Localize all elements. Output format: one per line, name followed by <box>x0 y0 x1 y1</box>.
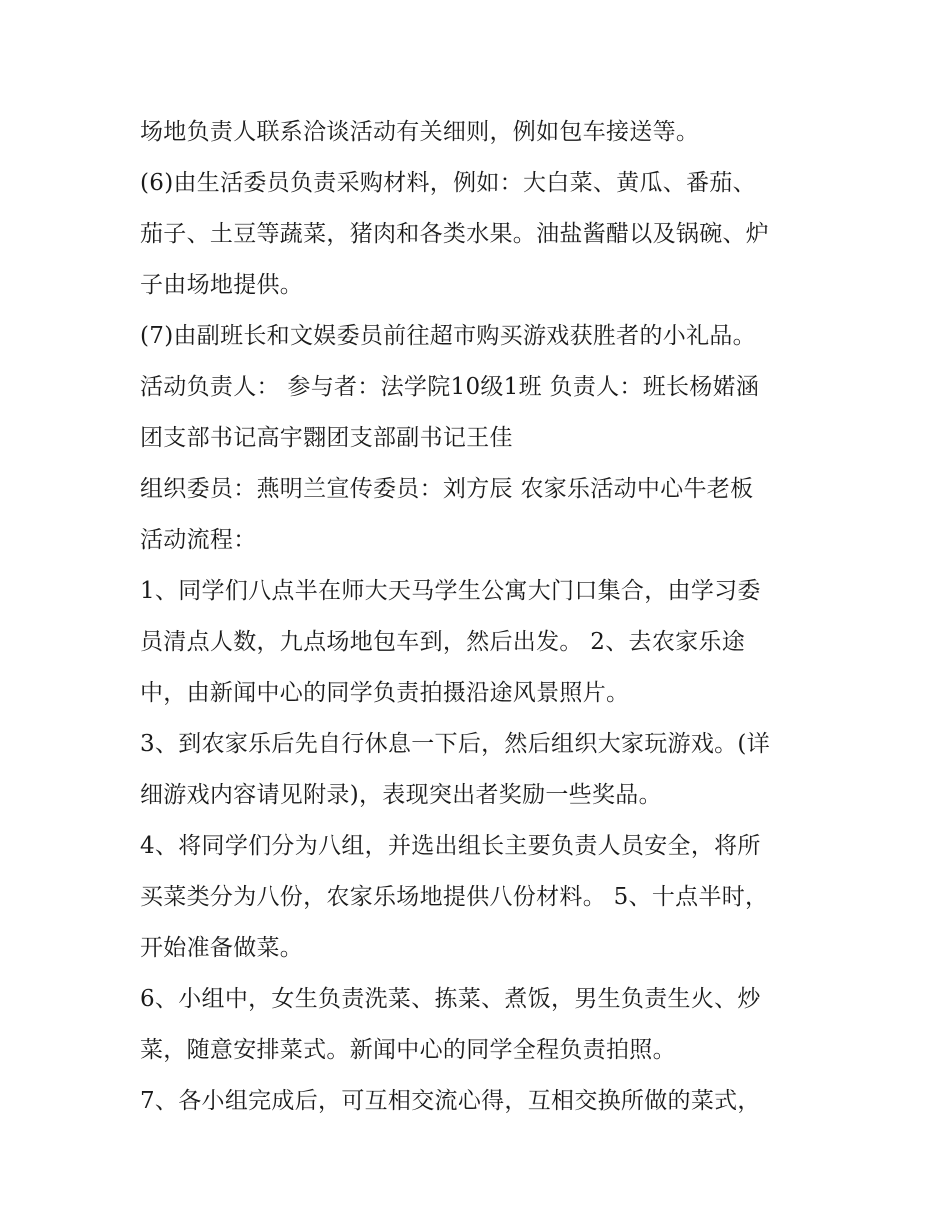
text-line: 4、将同学们分为八组，并选出组长主要负责人员安全，将所 <box>140 833 761 859</box>
text-line: 1、同学们八点半在师大天马学生公寓大门口集合，由学习委 <box>140 578 761 604</box>
text-line: 活动负责人： 参与者：法学院10级1班 负责人：班长杨婼涵 <box>140 374 760 400</box>
text-line: 中，由新闻中心的同学负责拍摄沿途风景照片。 <box>140 680 630 706</box>
text-line: 团支部书记高宇翾团支部副书记王佳 <box>140 425 513 451</box>
text-line: 菜，随意安排菜式。新闻中心的同学全程负责拍照。 <box>140 1037 676 1063</box>
text-line: 员清点人数，九点场地包车到，然后出发。 2、去农家乐途 <box>140 629 746 655</box>
text-line: 7、各小组完成后，可互相交流心得，互相交换所做的菜式， <box>140 1088 761 1114</box>
document-body <box>140 107 830 1127</box>
section-heading: 活动流程： <box>140 527 257 553</box>
text-line: 6、小组中，女生负责洗菜、拣菜、煮饭，男生负责生火、炒 <box>140 986 761 1012</box>
text-line: 细游戏内容请见附录)，表现突出者奖励一些奖品。 <box>140 782 662 808</box>
text-line: 开始准备做菜。 <box>140 935 304 961</box>
text-line: 买菜类分为八份，农家乐场地提供八份材料。 5、十点半时， <box>140 884 769 910</box>
text-line: 茄子、土豆等蔬菜，猪肉和各类水果。油盐酱醋以及锅碗、炉 <box>140 221 770 247</box>
text-line: (7)由副班长和文娱委员前往超市购买游戏获胜者的小礼品。 <box>140 323 756 349</box>
text-line: 3、到农家乐后先自行休息一下后，然后组织大家玩游戏。(详 <box>140 731 771 757</box>
text-line: 组织委员：燕明兰宣传委员：刘方辰 农家乐活动中心牛老板 <box>140 476 754 502</box>
text-line: 场地负责人联系洽谈活动有关细则，例如包车接送等。 <box>140 119 700 145</box>
text-line: 子由场地提供。 <box>140 272 304 298</box>
text-line: (6)由生活委员负责采购材料，例如：大白菜、黄瓜、番茄、 <box>140 170 756 196</box>
